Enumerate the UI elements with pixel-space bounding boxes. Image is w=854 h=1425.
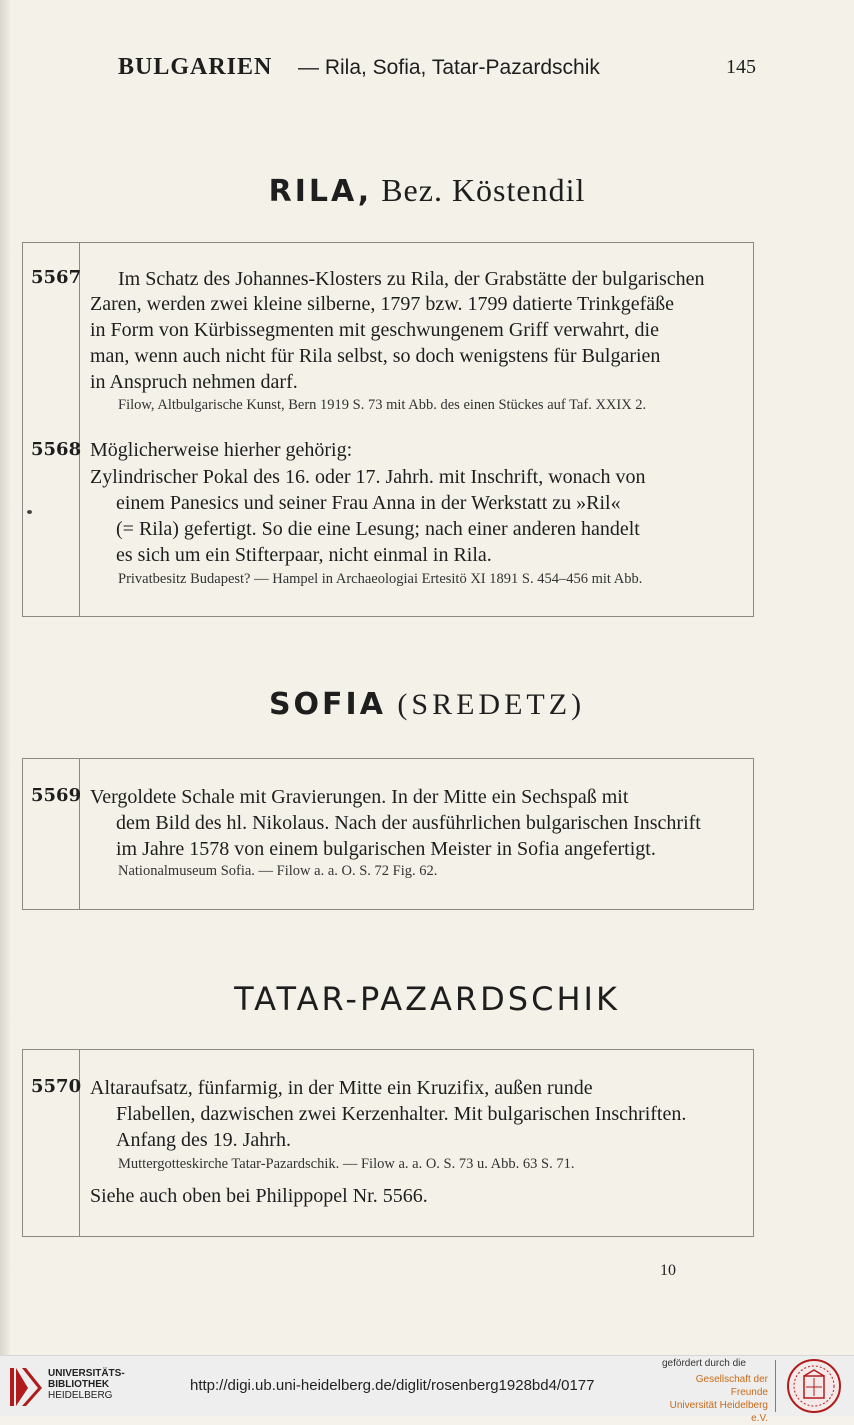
entry-text-line: es sich um ein Stifterpaar, nicht einmal in Rila. <box>116 544 492 566</box>
library-name-line: UNIVERSITÄTS- <box>48 1368 125 1379</box>
entry-text-line: (= Rila) gefertigt. So die eine Lesung; nach einer anderen handelt <box>116 518 640 540</box>
section-heading-tatar: TATAR-PAZARDSCHIK <box>234 980 620 1018</box>
entry-citation-5570: Muttergotteskirche Tatar-Pazardschik. — Filow a. a. O. S. 73 u. Abb. 63 S. 71. <box>118 1156 575 1172</box>
university-seal-icon[interactable] <box>786 1358 842 1414</box>
library-name-line: BIBLIOTHEK <box>48 1379 110 1390</box>
entry-text-line: einem Panesics und seiner Frau Anna in der Werkstatt zu »Ril« <box>116 492 621 514</box>
entry-text-line: Anfang des 19. Jahrh. <box>116 1129 291 1151</box>
entry-number-5568: 5568 <box>31 439 82 460</box>
entry-text-line: Möglicherweise hierher gehörig: <box>90 439 353 461</box>
section-title-rila: RILA, <box>268 174 373 209</box>
entry-text-line: in Form von Kürbissegmenten mit geschwungenem Griff verwahrt, die <box>90 319 659 341</box>
entry-text-line: Im Schatz des Johannes-Klosters zu Rila, der Grabstätte der bulgarischen <box>118 268 705 290</box>
section-subtitle-rila: Bez. Köstendil <box>372 172 586 208</box>
section-subtitle-sofia: (SREDETZ) <box>385 688 586 721</box>
sponsor-name-line: Gesellschaft der Freunde <box>695 1374 768 1398</box>
entry-number-5569: 5569 <box>31 785 82 806</box>
entry-text-line: in Anspruch nehmen darf. <box>90 371 298 393</box>
entry-text-line: Flabellen, dazwischen zwei Kerzenhalter. Mit bulgarischen Inschriften. <box>116 1103 687 1125</box>
entry-number-5567: 5567 <box>31 267 82 288</box>
permalink-url[interactable]: http://digi.ub.uni-heidelberg.de/diglit/rosenberg1928bd4/0177 <box>190 1377 595 1394</box>
entry-text-line: Vergoldete Schale mit Gravierungen. In der Mitte ein Sechspaß mit <box>90 786 629 808</box>
entry-text-line: Zylindrischer Pokal des 16. oder 17. Jahrh. mit Inschrift, wonach von <box>90 466 646 488</box>
university-library-name <box>48 1368 125 1401</box>
university-library-logo-icon[interactable] <box>8 1362 44 1410</box>
footer-divider <box>775 1360 776 1412</box>
column-divider <box>79 759 80 909</box>
entry-note-5570: Siehe auch oben bei Philippopel Nr. 5566. <box>90 1185 428 1207</box>
running-head-title: BULGARIEN <box>118 54 273 80</box>
entry-citation-5567: Filow, Altbulgarische Kunst, Bern 1919 S. 73 mit Abb. des einen Stückes auf Taf. XXIX 2. <box>118 397 647 413</box>
entry-citation-5569: Nationalmuseum Sofia. — Filow a. a. O. S. 72 Fig. 62. <box>118 863 438 879</box>
entry-text-line: im Jahre 1578 von einem bulgarischen Meister in Sofia angefertigt. <box>116 838 656 860</box>
running-head-subtitle: — Rila, Sofia, Tatar-Pazardschik <box>298 56 600 79</box>
sponsor-label: gefördert durch die <box>662 1358 746 1369</box>
entry-text-line: Altaraufsatz, fünfarmig, in der Mitte ein Kruzifix, außen runde <box>90 1077 593 1099</box>
sponsor-name[interactable] <box>662 1373 768 1425</box>
column-divider <box>79 243 80 616</box>
section-heading-sofia <box>0 685 854 735</box>
section-title-sofia: SOFIA <box>268 687 386 722</box>
entry-number-5570: 5570 <box>31 1076 82 1097</box>
library-name-line: HEIDELBERG <box>48 1390 113 1401</box>
entry-citation-5568: Privatbesitz Budapest? — Hampel in Archaeologiai Ertesitö XI 1891 S. 454–456 mit Abb. <box>118 571 643 587</box>
section-heading-rila <box>0 172 854 222</box>
entry-text-line: Zaren, werden zwei kleine silberne, 1797 bzw. 1799 datierte Trinkgefäße <box>90 293 675 315</box>
entry-box-sofia <box>22 758 754 910</box>
entry-box-tatar <box>22 1049 754 1237</box>
entry-box-rila <box>22 242 754 617</box>
entry-text-line: man, wenn auch nicht für Rila selbst, so doch wenigstens für Bulgarien <box>90 345 661 367</box>
entry-text-line: dem Bild des hl. Nikolaus. Nach der ausführlichen bulgarischen Inschrift <box>116 812 701 834</box>
ink-speck <box>27 510 32 514</box>
sheet-signature: 10 <box>660 1262 676 1279</box>
running-head <box>0 52 854 88</box>
page-number: 145 <box>726 56 756 78</box>
digital-library-footer <box>0 1355 854 1424</box>
sponsor-name-line: Universität Heidelberg e.V. <box>669 1400 768 1424</box>
